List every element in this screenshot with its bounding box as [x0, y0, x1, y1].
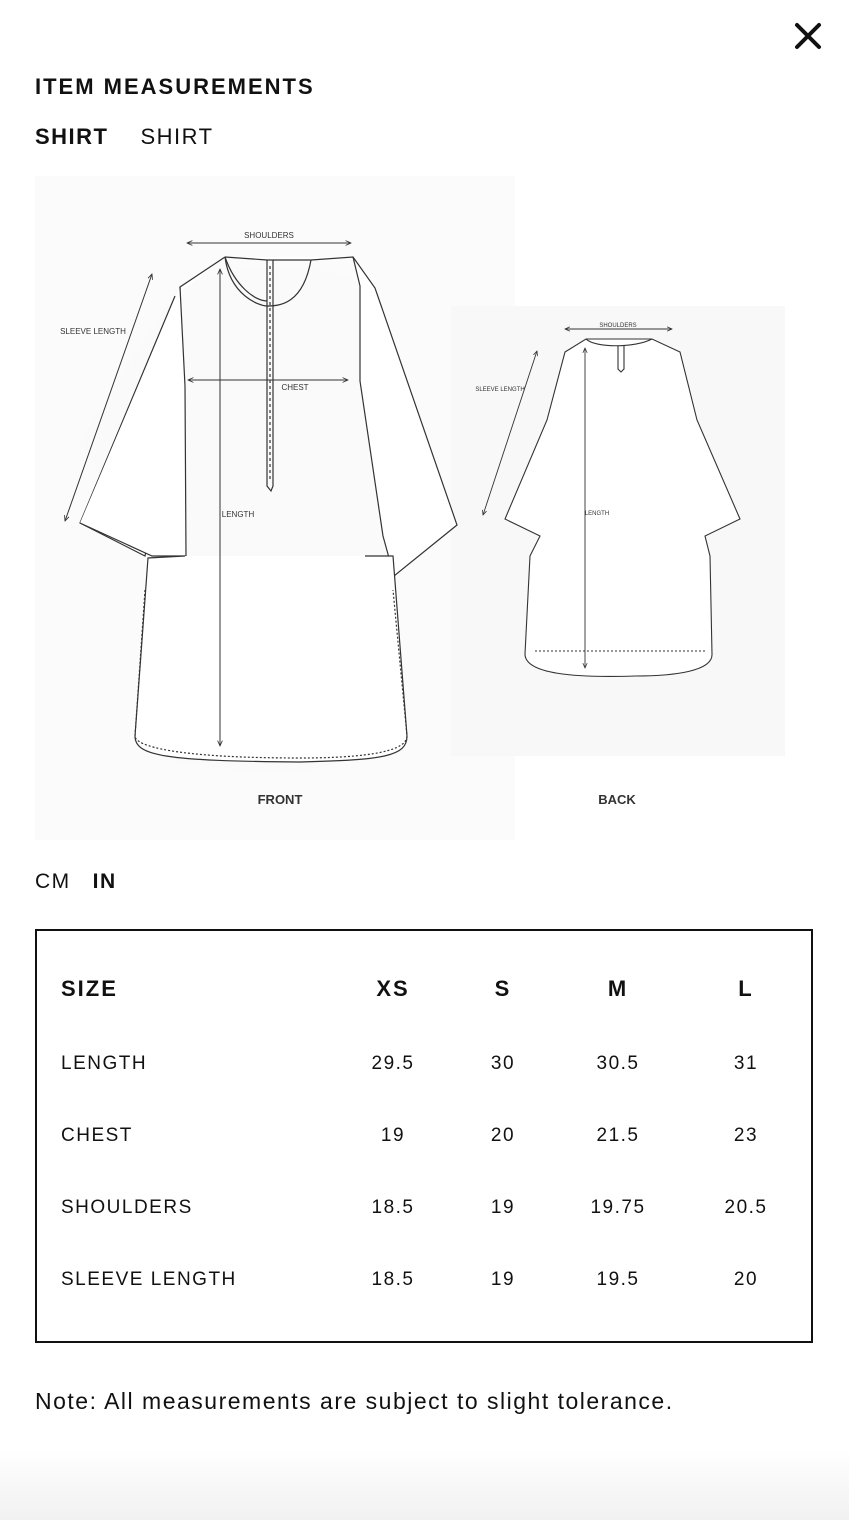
header-l: L [738, 976, 754, 1001]
cell-s: 20 [490, 1125, 516, 1146]
header-m: M [607, 976, 629, 1001]
header-xs: XS [376, 976, 410, 1001]
cell-l: 20 [733, 1269, 759, 1290]
cell-xs: 19 [380, 1125, 406, 1146]
size-table [35, 929, 813, 1343]
front-chest-label: CHEST [281, 383, 309, 392]
row-label: SLEEVE LENGTH [61, 1269, 237, 1290]
table-row [37, 1260, 811, 1300]
front-shoulders-label: SHOULDERS [244, 231, 294, 240]
measurement-diagram [35, 176, 790, 840]
close-button[interactable] [790, 18, 826, 54]
garment-illustration [35, 176, 790, 840]
tab-shirt-primary[interactable]: SHIRT [35, 124, 109, 149]
unit-cm-button[interactable]: CM [35, 870, 71, 893]
table-header-row [37, 969, 811, 1009]
back-caption: BACK [598, 792, 636, 807]
unit-in-button[interactable]: IN [92, 870, 117, 893]
row-label: CHEST [61, 1125, 133, 1146]
product-tabs [35, 124, 214, 150]
front-length-label: LENGTH [221, 510, 255, 519]
cell-l: 31 [733, 1053, 759, 1074]
cell-l: 23 [733, 1125, 759, 1146]
back-length-label: LENGTH [584, 511, 610, 517]
header-size: SIZE [61, 976, 118, 1001]
table-row [37, 1044, 811, 1084]
cell-l: 20.5 [724, 1197, 768, 1218]
cell-m: 19.75 [590, 1197, 646, 1218]
unit-toggle [35, 870, 117, 894]
table-row [37, 1116, 811, 1156]
back-shoulders-label: SHOULDERS [599, 323, 637, 329]
tolerance-note: Note: All measurements are subject to slight tolerance. [35, 1388, 674, 1414]
close-icon [794, 22, 822, 50]
cell-xs: 18.5 [371, 1197, 415, 1218]
cell-m: 30.5 [596, 1053, 640, 1074]
row-label: SHOULDERS [61, 1197, 193, 1218]
front-caption: FRONT [257, 792, 303, 807]
header-s: S [494, 976, 512, 1001]
modal-title: ITEM MEASUREMENTS [35, 74, 315, 99]
cell-s: 19 [490, 1197, 516, 1218]
cell-m: 21.5 [596, 1125, 640, 1146]
cell-m: 19.5 [596, 1269, 640, 1290]
tab-shirt-secondary[interactable]: SHIRT [140, 124, 214, 149]
back-sleeve-label: SLEEVE LENGTH [475, 387, 525, 393]
cell-xs: 29.5 [371, 1053, 415, 1074]
table-row [37, 1188, 811, 1228]
row-label: LENGTH [61, 1053, 148, 1074]
front-sleeve-label: SLEEVE LENGTH [60, 327, 126, 336]
cell-s: 19 [490, 1269, 516, 1290]
cell-xs: 18.5 [371, 1269, 415, 1290]
cell-s: 30 [490, 1053, 516, 1074]
bottom-fade [0, 1450, 849, 1520]
